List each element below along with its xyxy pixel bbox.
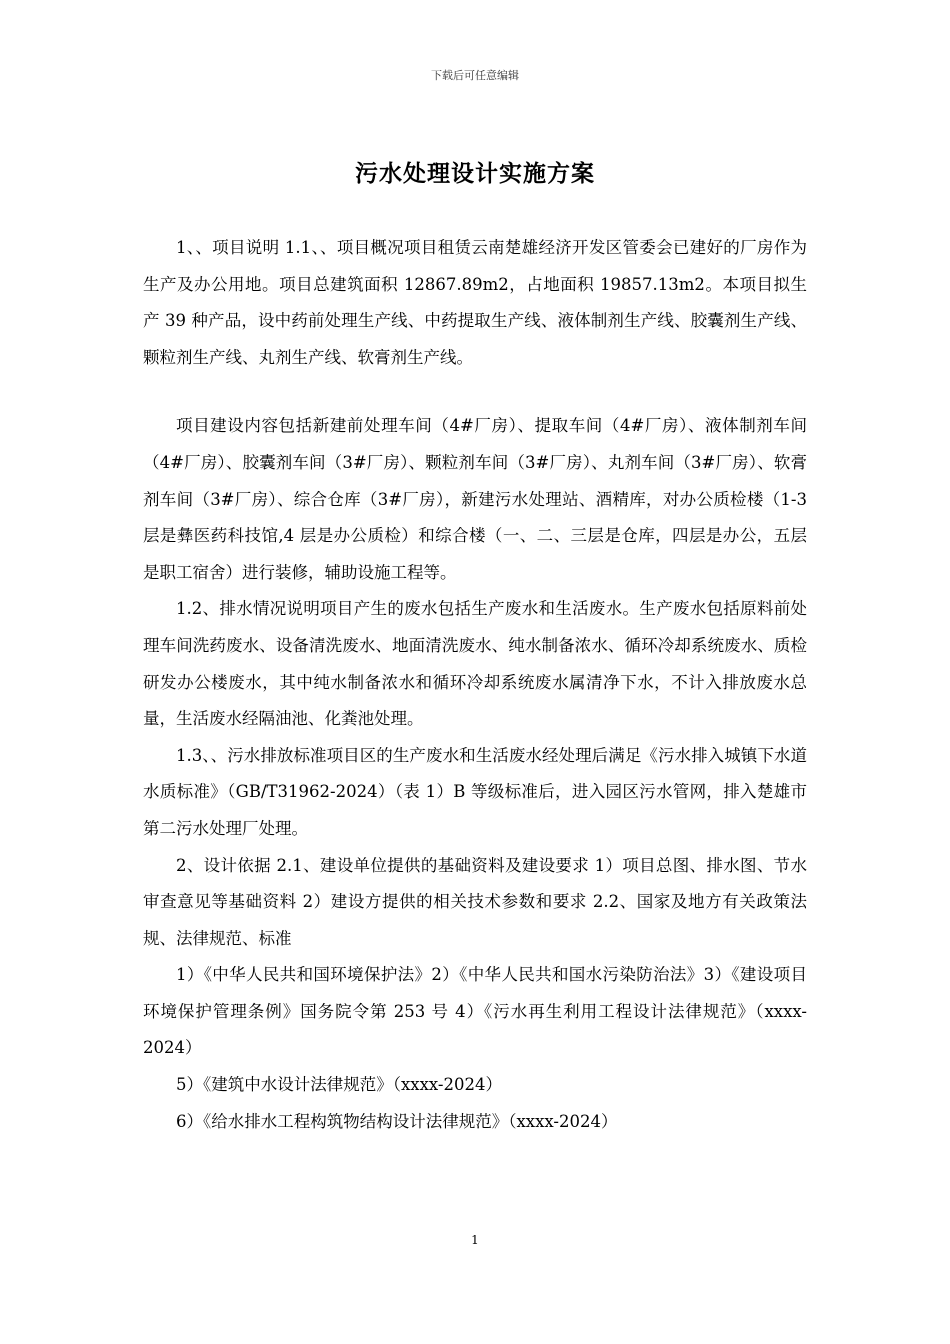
paragraph-drainage: 1.2、排水情况说明项目产生的废水包括生产废水和生活废水。生产废水包括原料前处理车间洗药废水、设备清洗废水、地面清洗废水、纯水制备浓水、循环冷却系统废水、质检研发办公楼废水，其中纯水制备浓水和循环冷却系统废水属清净下水，不计入排放废水总量，生活废水经隔油池、化粪池处理。	[143, 599, 807, 729]
document-body	[143, 230, 807, 1140]
paragraph-regulations-list: 1）《中华人民共和国环境保护法》2）《中华人民共和国水污染防治法》3）《建设项目环境保护管理条例》国务院令第 253 号 4）《污水再生利用工程设计法律规范》（xxxx-2024）	[143, 965, 807, 1058]
page-header-note: 下载后可任意编辑	[431, 69, 519, 82]
paragraph-regulation-5: 5）《建筑中水设计法律规范》（xxxx-2024）	[176, 1075, 502, 1095]
document-title: 污水处理设计实施方案	[355, 160, 595, 187]
paragraph-construction-content: 项目建设内容包括新建前处理车间（4#厂房）、提取车间（4#厂房）、液体制剂车间（4#厂房）、胶囊剂车间（3#厂房）、颗粒剂车间（3#厂房）、丸剂车间（3#厂房）、软膏剂车间（3#厂房）、综合仓库（3#厂房），新建污水处理站、酒精库，对办公质检楼（1-3 层是彝医药科技馆,4 层是办公质检）和综合楼（一、二、三层是仓库，四层是办公，五层是职工宿舍）进行装修，辅助设施工程等。	[143, 416, 807, 582]
paragraph-design-basis: 2、设计依据 2.1、建设单位提供的基础资料及建设要求 1）项目总图、排水图、节水审查意见等基础资料 2）建设方提供的相关技术参数和要求 2.2、国家及地方有关政策法规、法律规范、标准	[143, 855, 807, 948]
paragraph-project-overview: 1、、项目说明 1.1、、项目概况项目租赁云南楚雄经济开发区管委会已建好的厂房作为生产及办公用地。项目总建筑面积 12867.89m2，占地面积 19857.13m2。本项目拟生产 39 种产品，设中药前处理生产线、中药提取生产线、液体制剂生产线、胶囊剂生产线、颗粒剂生产线、丸剂生产线、软膏剂生产线。	[143, 238, 807, 367]
paragraph-regulation-6: 6）《给水排水工程构筑物结构设计法律规范》（xxxx-2024）	[176, 1111, 618, 1131]
paragraph-discharge-standard: 1.3、、污水排放标准项目区的生产废水和生活废水经处理后满足《污水排入城镇下水道水质标准》（GB/T31962-2024）（表 1）B 等级标准后，进入园区污水管网，排入楚雄市第二污水处理厂处理。	[143, 745, 807, 838]
page-number: 1	[471, 1233, 479, 1247]
